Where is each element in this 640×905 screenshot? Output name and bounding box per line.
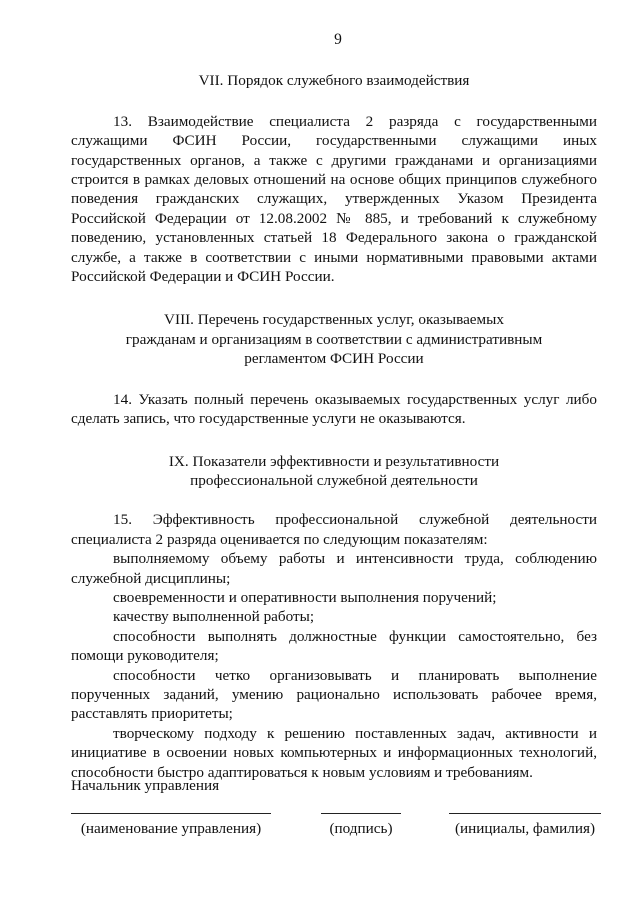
blank-line bbox=[449, 813, 601, 814]
section-8-paragraph: 14. Указать полный перечень оказываемых государственных услуг либо сделать запись, что государственные услуги не оказываются. bbox=[71, 390, 597, 428]
signature-block bbox=[71, 776, 601, 847]
section-9-heading-line: IX. Показатели эффективности и результативности bbox=[168, 452, 500, 470]
section-8-heading-line: регламентом ФСИН России bbox=[244, 350, 424, 368]
indicator-item: способности четко организовывать и планировать выполнение порученных заданий, умению рационально использовать рабочее время, расставлять приоритеты; bbox=[71, 666, 597, 723]
blank-line bbox=[71, 813, 271, 814]
signature-caption: (подпись) bbox=[329, 820, 393, 838]
initials-surname-field bbox=[449, 807, 601, 838]
initials-surname-caption: (инициалы, фамилия) bbox=[454, 820, 596, 838]
indicator-item: своевременности и оперативности выполнения поручений; bbox=[113, 588, 497, 606]
section-9-intro: 15. Эффективность профессиональной служебной деятельности специалиста 2 разряда оценивается по следующим показателям: bbox=[71, 511, 597, 548]
signature-row bbox=[71, 807, 601, 847]
section-9-heading bbox=[71, 452, 597, 491]
blank-line bbox=[321, 813, 401, 814]
indicator-item: качеству выполненной работы; bbox=[113, 608, 315, 626]
section-9-heading-line: профессиональной служебной деятельности bbox=[190, 471, 478, 489]
page-number: 9 bbox=[334, 31, 342, 48]
document-page bbox=[71, 30, 597, 782]
indicator-item: выполняемому объему работы и интенсивности труда, соблюдению служебной дисциплины; bbox=[71, 550, 597, 587]
section-8-heading-line: гражданам и организациям в соответствии с административным bbox=[125, 330, 543, 348]
signature-title: Начальник управления bbox=[71, 777, 220, 794]
section-8-heading-line: VIII. Перечень государственных услуг, оказываемых bbox=[164, 311, 504, 329]
department-name-caption: (наименование управления) bbox=[80, 820, 262, 838]
section-7-paragraph: 13. Взаимодействие специалиста 2 разряда с государственными служащими ФСИН России, государственными служащими иных государственных органов, а также с другими гражданами и организациями строится в рамках деловых отношений на основе общих принципов служебного поведения гражданских служащих, утвержденных Указом Президента Российской Федерации от 12.08.2002 № 885, и требований к служебному поведению, установленных статьей 18 Федерального закона о гражданской службе, а также в соответствии с иными нормативными правовыми актами Российской Федерации и ФСИН России. bbox=[71, 112, 597, 286]
department-name-field bbox=[71, 807, 271, 838]
indicator-item: творческому подходу к решению поставленных задач, активности и инициативе в освоении новых компьютерных и информационных технологий, способности быстро адаптироваться к новым условиям и требованиям. bbox=[71, 724, 597, 781]
signature-field bbox=[321, 807, 401, 838]
section-8-heading bbox=[71, 310, 597, 368]
section-7-heading: VII. Порядок служебного взаимодействия bbox=[198, 72, 470, 90]
indicator-item: способности выполнять должностные функции самостоятельно, без помощи руководителя; bbox=[71, 627, 597, 665]
